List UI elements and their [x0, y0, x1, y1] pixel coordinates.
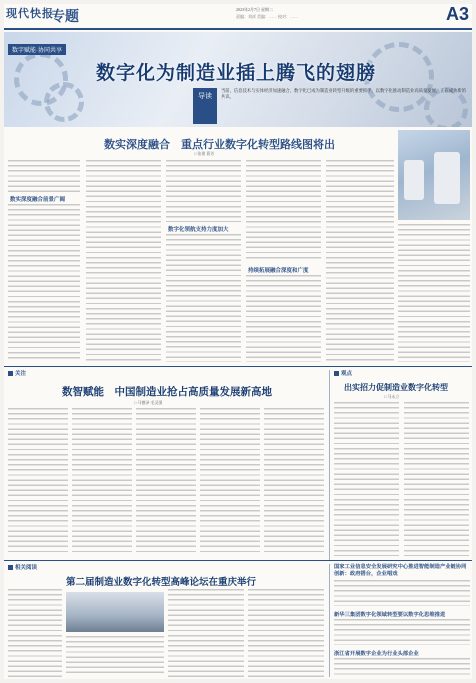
column-rule [329, 370, 330, 560]
column-rule [329, 564, 330, 677]
left-story-byline: □ 马德泽 毛灵强 [134, 400, 163, 405]
right-story-byline: □ 马永立 [384, 394, 400, 399]
left-col-3 [136, 408, 196, 556]
hero-tag: 数字赋能·协同共享 [8, 44, 66, 55]
left-col-4 [200, 408, 260, 556]
feature-column-4 [246, 160, 321, 262]
section-title: 专题 [51, 10, 79, 25]
robot-arm-shape [404, 160, 424, 200]
feature-column-1 [8, 160, 80, 192]
feature-column-3 [166, 160, 241, 222]
forum-photo [66, 592, 164, 632]
feature-subhead: 数实深度融合 重点行业数字化转型路线图将出 [104, 138, 335, 151]
page-number: A3 [445, 4, 469, 24]
gear-graphic [44, 82, 84, 122]
sidebar-text-1 [334, 580, 470, 606]
bottom-col-3 [168, 589, 244, 677]
feature-mini-heading-2: 数字化领航支持力度加大 [168, 227, 229, 233]
feature-column-6 [398, 224, 470, 362]
sidebar-text-3 [334, 658, 470, 677]
daodu-label: 导读 [193, 88, 217, 124]
section-tag-xiangguan: 相关阅读 [8, 563, 37, 571]
section-tag-guanzhu: 关注 [8, 369, 26, 377]
issue-date: 2023年2月7日 星期二 [236, 7, 273, 12]
editors-line: 责编：刘祥 美编：…… 校对：…… [236, 14, 298, 19]
feature-byline: □ 张建 葛芳 [194, 151, 215, 156]
feature-column-1b [8, 204, 80, 362]
section-divider [4, 366, 472, 367]
left-story-title: 数智赋能 中国制造业抢占高质量发展新高地 [62, 386, 272, 398]
bottom-story-title: 第二届制造业数字化转型高峰论坛在重庆举行 [66, 577, 257, 588]
robot-arm-shape [434, 152, 460, 204]
feature-column-3b [166, 234, 241, 362]
page-header [4, 4, 472, 30]
daodu-text: 当前，信息技术与实体经济加速融合，数字化已成为制造业转型升级的重要抓手，以数字化推动制造业高质量发展，正在成为新的共识。 [221, 88, 466, 100]
left-col-2 [72, 408, 132, 556]
bottom-col-4 [248, 589, 324, 677]
section-divider [4, 560, 472, 561]
sidebar-item-3: 浙江省开展数字企业为行业头部企业 [334, 651, 419, 657]
sidebar-text-2 [334, 619, 470, 645]
right-story-title: 出实招力促制造业数字化转型 [344, 383, 448, 392]
left-col-5 [264, 408, 324, 556]
feature-mini-heading-3: 持续拓展融合深度和广度 [248, 268, 309, 274]
bottom-col-1 [8, 589, 62, 677]
left-col-1 [8, 408, 68, 556]
feature-mini-heading-1: 数实深度融合前景广阔 [10, 197, 66, 203]
masthead: 现代快报 [6, 8, 54, 20]
main-headline: 数字化为制造业插上腾飞的翅膀 [96, 62, 377, 84]
sidebar-item-2: 新华三集团数字化领域转型要以数字化思维推进 [334, 612, 446, 618]
section-tag-guandian: 观点 [334, 369, 352, 377]
feature-column-5 [326, 160, 394, 362]
factory-photo [398, 130, 470, 220]
bottom-col-2 [66, 636, 164, 677]
feature-column-4b [246, 275, 321, 362]
feature-column-2 [86, 160, 161, 362]
sidebar-item-1: 国家工业信息安全发展研究中心推进智能制造产业链协同创新：政府搭台，企业唱戏 [334, 564, 467, 577]
right-col-2 [404, 402, 469, 556]
right-col-1 [334, 402, 399, 556]
newspaper-page [4, 4, 472, 679]
